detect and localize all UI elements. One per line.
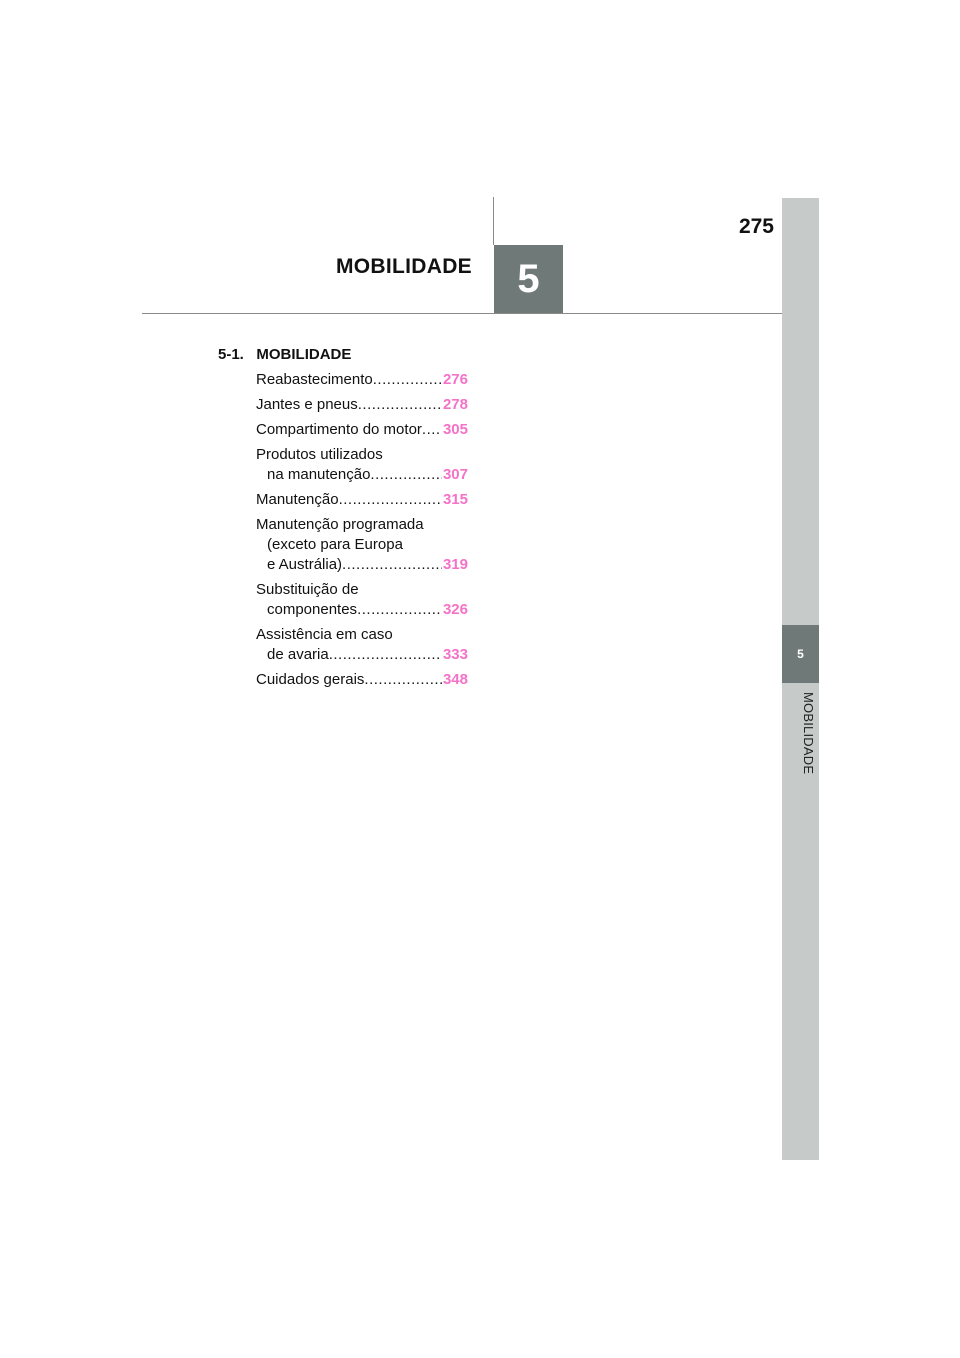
toc-page-link[interactable]: 315 bbox=[442, 491, 468, 508]
dot-leader bbox=[422, 420, 442, 440]
toc-entry[interactable] bbox=[256, 515, 468, 575]
side-tab-label: MOBILIDADE bbox=[801, 692, 816, 775]
section-title: MOBILIDADE bbox=[256, 346, 352, 363]
toc-entry[interactable] bbox=[256, 395, 468, 415]
toc-entry-title: Assistência em caso bbox=[256, 626, 393, 643]
toc-entry-title: Jantes e pneus bbox=[256, 396, 358, 413]
dot-leader bbox=[329, 645, 442, 665]
toc-entry[interactable] bbox=[256, 445, 468, 485]
toc-page-link[interactable]: 333 bbox=[442, 646, 468, 663]
toc-page-link[interactable]: 348 bbox=[442, 671, 468, 688]
toc-entry-title: e Austrália) bbox=[267, 556, 343, 573]
dot-leader bbox=[357, 600, 442, 620]
toc-entry-title: de avaria bbox=[267, 646, 329, 663]
toc-entry[interactable] bbox=[256, 670, 468, 690]
page-number: 275 bbox=[738, 215, 774, 238]
toc-entry-title: Compartimento do motor bbox=[256, 421, 422, 438]
toc-page-link[interactable]: 326 bbox=[442, 601, 468, 618]
dot-leader bbox=[339, 490, 442, 510]
side-tab-number[interactable]: 5 bbox=[782, 625, 819, 683]
toc-entry-title: Manutenção bbox=[256, 491, 339, 508]
toc-entry[interactable] bbox=[256, 625, 468, 665]
header-vertical-divider bbox=[493, 197, 494, 245]
toc-entry-title: (exceto para Europa bbox=[267, 536, 403, 553]
toc-entry[interactable] bbox=[256, 580, 468, 620]
toc-entry-title: Manutenção programada bbox=[256, 516, 424, 533]
dot-leader bbox=[370, 465, 442, 485]
toc-entry[interactable] bbox=[256, 370, 468, 390]
dot-leader bbox=[364, 670, 442, 690]
toc-entry-title: Reabastecimento bbox=[256, 371, 373, 388]
toc-page-link[interactable]: 319 bbox=[442, 556, 468, 573]
toc-entry-title: Produtos utilizados bbox=[256, 446, 383, 463]
dot-leader bbox=[342, 555, 442, 575]
toc-entry[interactable] bbox=[256, 420, 468, 440]
header-horizontal-divider bbox=[142, 313, 782, 314]
toc-page-link[interactable]: 307 bbox=[442, 466, 468, 483]
toc-entry-title: na manutenção bbox=[267, 466, 371, 483]
toc-page-link[interactable]: 276 bbox=[442, 371, 468, 388]
chapter-number-box: 5 bbox=[494, 245, 563, 313]
toc-page-link[interactable]: 305 bbox=[442, 421, 468, 438]
dot-leader bbox=[358, 395, 442, 415]
toc-entry-title: componentes bbox=[267, 601, 358, 618]
toc-entry-title: Substituição de bbox=[256, 581, 359, 598]
section-number: 5-1. bbox=[218, 346, 244, 363]
toc-entry[interactable] bbox=[256, 490, 468, 510]
table-of-contents bbox=[256, 370, 468, 695]
dot-leader bbox=[373, 370, 442, 390]
toc-page-link[interactable]: 278 bbox=[442, 396, 468, 413]
toc-entry-title: Cuidados gerais bbox=[256, 671, 365, 688]
section-heading bbox=[218, 346, 351, 363]
chapter-title: MOBILIDADE bbox=[336, 255, 472, 278]
